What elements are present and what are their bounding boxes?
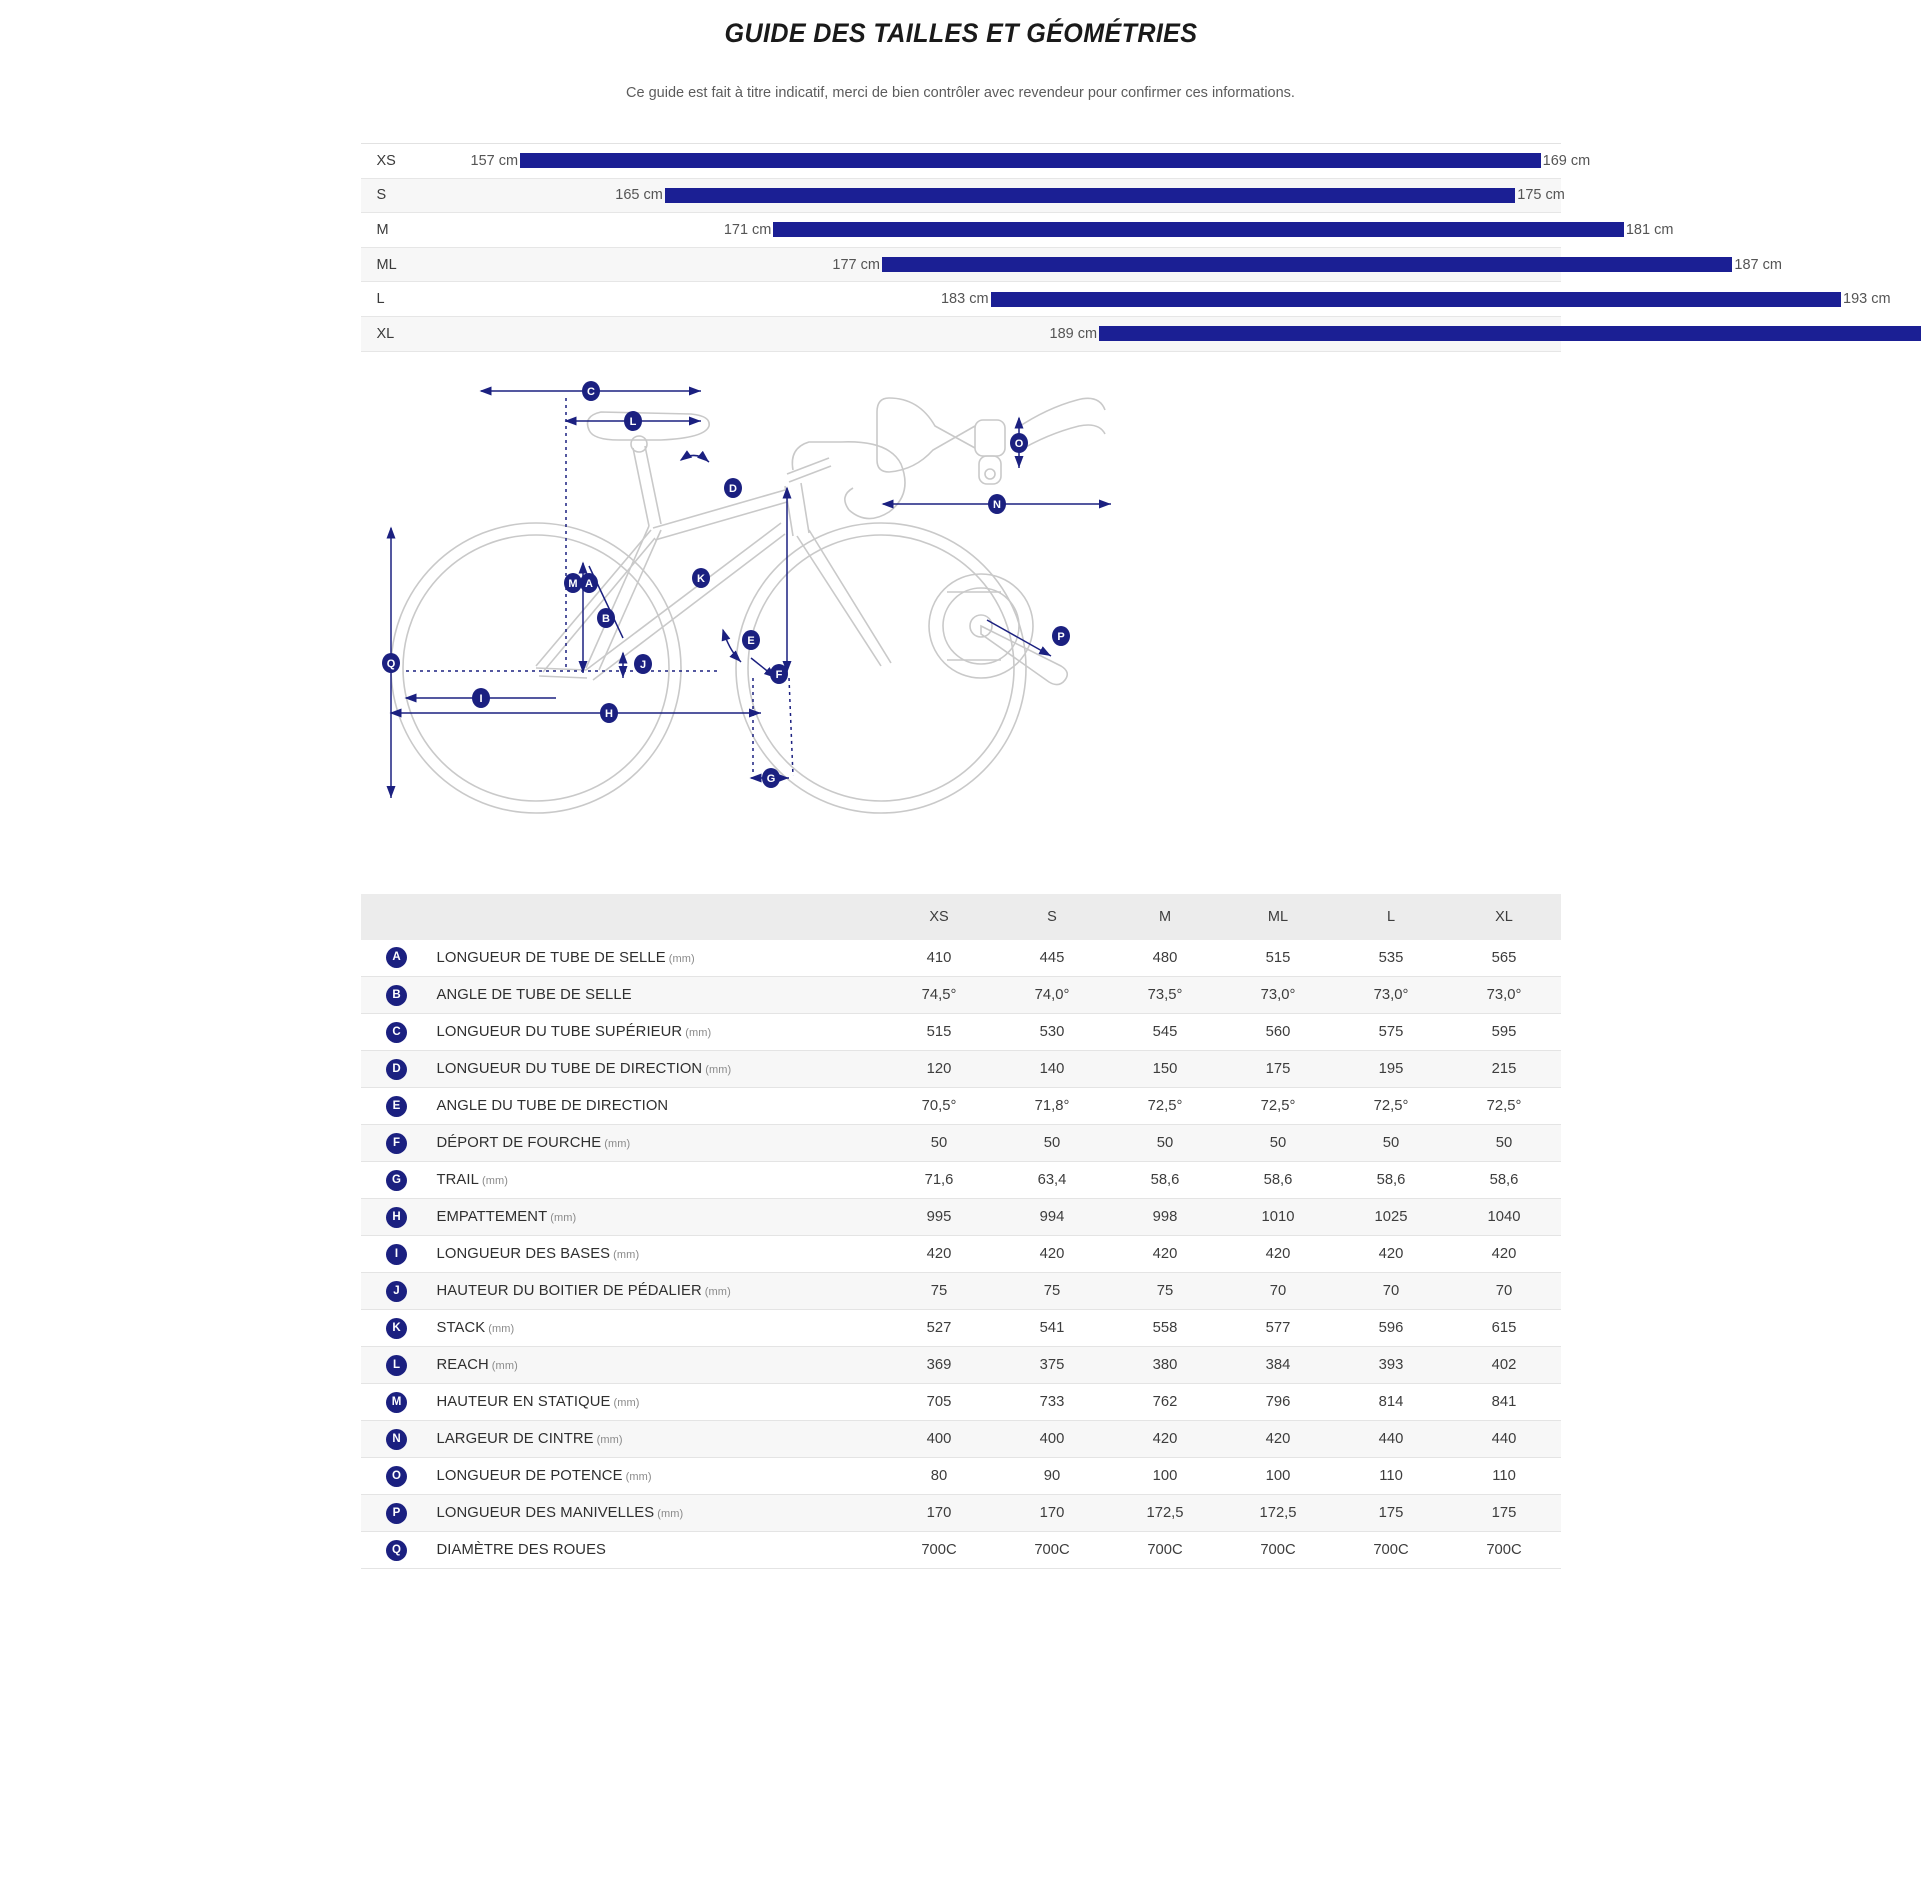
row-label: REACH (mm) <box>436 1357 518 1374</box>
geometry-diagram <box>361 378 1561 878</box>
table-row <box>361 977 1561 1014</box>
row-value-xl: 1040 <box>1487 1209 1521 1226</box>
row-value-ml: 50 <box>1269 1135 1287 1152</box>
table-header-name-col <box>433 894 883 940</box>
row-value-s: 994 <box>1039 1209 1065 1226</box>
table-row <box>361 1347 1561 1384</box>
row-value-m: 700C <box>1147 1542 1183 1559</box>
size-range-bar <box>1099 326 1921 341</box>
size-min-value: 165 cm <box>615 187 663 204</box>
row-value-s: 733 <box>1039 1394 1065 1411</box>
row-badge-o: O <box>386 1466 407 1487</box>
row-unit: (mm) <box>491 1360 518 1373</box>
row-value-s: 375 <box>1039 1357 1065 1374</box>
row-value-xl: 50 <box>1495 1135 1513 1152</box>
size-range-bar <box>520 153 1541 168</box>
row-value-xs: 515 <box>926 1024 952 1041</box>
row-value-s: 74,0° <box>1034 987 1070 1004</box>
row-value-xs: 120 <box>926 1061 952 1078</box>
measure-lines <box>391 391 793 798</box>
row-value-xl: 595 <box>1491 1024 1517 1041</box>
row-value-xl: 175 <box>1491 1505 1517 1522</box>
size-row <box>361 213 1674 248</box>
row-label: LONGUEUR DU TUBE SUPÉRIEUR (mm) <box>436 1024 712 1041</box>
size-max-value: 175 cm <box>1517 187 1565 204</box>
row-badge-h: H <box>386 1207 407 1228</box>
row-value-xs: 410 <box>926 949 952 966</box>
row-label: LONGUEUR DE TUBE DE SELLE (mm) <box>436 949 695 966</box>
row-value-l: 175 <box>1378 1505 1404 1522</box>
diagram-badge-label-d: D <box>728 482 737 495</box>
row-value-xs: 705 <box>926 1394 952 1411</box>
table-header-row <box>361 894 1561 940</box>
diagram-badge-label-a: A <box>584 577 593 590</box>
row-value-xl: 70 <box>1495 1283 1513 1300</box>
row-value-ml: 700C <box>1260 1542 1296 1559</box>
row-value-xs: 700C <box>921 1542 957 1559</box>
row-value-s: 90 <box>1043 1468 1061 1485</box>
row-unit: (mm) <box>625 1471 652 1484</box>
row-badge-cell <box>361 1421 433 1458</box>
row-badge-cell <box>361 1199 433 1236</box>
row-badge-i: I <box>386 1244 407 1265</box>
size-range-bar <box>991 292 1841 307</box>
row-unit: (mm) <box>705 1064 732 1077</box>
geometry-table-head <box>361 894 1561 940</box>
row-value-ml: 420 <box>1265 1246 1291 1263</box>
row-value-l: 596 <box>1378 1320 1404 1337</box>
row-value-m: 72,5° <box>1147 1098 1183 1115</box>
row-label: LARGEUR DE CINTRE (mm) <box>436 1431 623 1448</box>
row-value-ml: 73,0° <box>1260 987 1296 1004</box>
row-value-xs: 995 <box>926 1209 952 1226</box>
row-value-ml: 560 <box>1265 1024 1291 1041</box>
diagram-badge-label-b: B <box>601 612 610 625</box>
row-value-s: 71,8° <box>1034 1098 1070 1115</box>
row-badge-a: A <box>386 947 407 968</box>
row-label: EMPATTEMENT (mm) <box>436 1209 577 1226</box>
row-value-s: 75 <box>1043 1283 1061 1300</box>
row-badge-e: E <box>386 1096 407 1117</box>
size-range-bar <box>773 222 1623 237</box>
row-badge-j: J <box>386 1281 407 1302</box>
row-label: HAUTEUR DU BOITIER DE PÉDALIER (mm) <box>436 1283 731 1300</box>
row-value-ml: 1010 <box>1261 1209 1295 1226</box>
row-badge-cell <box>361 1458 433 1495</box>
row-label: LONGUEUR DES MANIVELLES (mm) <box>436 1505 684 1522</box>
geometry-table <box>361 894 1561 1570</box>
size-row <box>361 144 1591 179</box>
row-value-ml: 58,6 <box>1263 1172 1293 1189</box>
row-badge-f: F <box>386 1133 407 1154</box>
table-header-size-s: S <box>996 894 1109 940</box>
row-label: LONGUEUR DES BASES (mm) <box>436 1246 640 1263</box>
row-value-l: 575 <box>1378 1024 1404 1041</box>
size-max-value: 187 cm <box>1734 256 1782 273</box>
row-value-xl: 402 <box>1491 1357 1517 1374</box>
size-bar-track <box>471 282 1891 316</box>
row-unit: (mm) <box>550 1212 577 1225</box>
diagram-badge-label-k: K <box>696 572 705 585</box>
row-unit: (mm) <box>657 1508 684 1521</box>
row-value-xl: 72,5° <box>1486 1098 1522 1115</box>
diagram-badge-label-f: F <box>775 668 782 681</box>
diagram-badge-label-o: O <box>1014 437 1023 450</box>
diagram-badge-label-j: J <box>639 658 646 671</box>
row-value-s: 170 <box>1039 1505 1065 1522</box>
size-min-value: 177 cm <box>832 256 880 273</box>
row-value-xs: 420 <box>926 1246 952 1263</box>
bike-diagram-svg <box>361 378 1561 878</box>
row-value-ml: 72,5° <box>1260 1098 1296 1115</box>
row-badge-l: L <box>386 1355 407 1376</box>
row-value-xs: 527 <box>926 1320 952 1337</box>
row-label: TRAIL (mm) <box>436 1172 508 1189</box>
row-value-xs: 400 <box>926 1431 952 1448</box>
row-badge-cell <box>361 1125 433 1162</box>
row-value-m: 545 <box>1152 1024 1178 1041</box>
size-row <box>361 317 1561 352</box>
diagram-badge-label-h: H <box>604 707 613 720</box>
row-value-l: 700C <box>1373 1542 1409 1559</box>
size-label: L <box>376 291 385 308</box>
row-value-ml: 796 <box>1265 1394 1291 1411</box>
row-value-l: 420 <box>1378 1246 1404 1263</box>
row-value-m: 558 <box>1152 1320 1178 1337</box>
size-label: XL <box>376 325 395 342</box>
row-value-s: 530 <box>1039 1024 1065 1041</box>
diagram-badge-label-i: I <box>478 692 483 705</box>
row-value-xs: 75 <box>930 1283 948 1300</box>
row-value-m: 380 <box>1152 1357 1178 1374</box>
size-min-value: 157 cm <box>470 152 519 169</box>
table-row <box>361 940 1561 977</box>
row-value-xs: 50 <box>930 1135 948 1152</box>
row-value-s: 400 <box>1039 1431 1065 1448</box>
size-geometry-guide-page <box>236 0 1891 1897</box>
size-label: ML <box>376 256 397 273</box>
row-badge-cell <box>361 940 433 977</box>
row-badge-cell <box>361 1236 433 1273</box>
diagram-badge-label-e: E <box>746 634 755 647</box>
row-value-ml: 384 <box>1265 1357 1291 1374</box>
table-row <box>361 1236 1561 1273</box>
table-row <box>361 1088 1561 1125</box>
row-label: ANGLE DE TUBE DE SELLE <box>436 987 632 1004</box>
row-value-m: 100 <box>1152 1468 1178 1485</box>
size-label: XS <box>376 152 396 169</box>
row-value-ml: 100 <box>1265 1468 1291 1485</box>
row-value-xs: 170 <box>926 1505 952 1522</box>
page-subtitle: Ce guide est fait à titre indicatif, merci de bien contrôler avec revendeur pour confirmer ces informations. <box>626 85 1295 101</box>
crankset-inset <box>929 574 1067 685</box>
row-value-l: 535 <box>1378 949 1404 966</box>
row-value-m: 58,6 <box>1150 1172 1180 1189</box>
size-bar-track <box>470 144 1591 178</box>
row-value-l: 58,6 <box>1376 1172 1406 1189</box>
row-label: STACK (mm) <box>436 1320 515 1337</box>
row-value-xl: 841 <box>1491 1394 1517 1411</box>
size-range-bar <box>665 188 1515 203</box>
row-value-xl: 58,6 <box>1489 1172 1519 1189</box>
row-value-s: 63,4 <box>1037 1172 1067 1189</box>
row-badge-cell <box>361 977 433 1014</box>
row-value-xs: 71,6 <box>924 1172 954 1189</box>
row-badge-cell <box>361 1051 433 1088</box>
table-row <box>361 1051 1561 1088</box>
table-row <box>361 1421 1561 1458</box>
diagram-badges <box>382 381 1070 788</box>
row-value-l: 50 <box>1382 1135 1400 1152</box>
handlebar-inset <box>877 398 1105 484</box>
row-value-m: 172,5 <box>1146 1505 1184 1522</box>
table-header-size-l: L <box>1335 894 1448 940</box>
row-label: LONGUEUR DE POTENCE (mm) <box>436 1468 652 1485</box>
row-badge-cell <box>361 1310 433 1347</box>
size-label: S <box>376 187 387 204</box>
row-badge-cell <box>361 1273 433 1310</box>
size-min-value: 183 cm <box>940 291 989 308</box>
row-badge-cell <box>361 1532 433 1569</box>
row-label: DÉPORT DE FOURCHE (mm) <box>436 1135 631 1152</box>
row-value-xl: 440 <box>1491 1431 1517 1448</box>
row-unit: (mm) <box>685 1027 712 1040</box>
size-row <box>361 248 1782 283</box>
table-row <box>361 1310 1561 1347</box>
row-value-s: 445 <box>1039 949 1065 966</box>
size-range-bar <box>882 257 1732 272</box>
table-header-size-xl: XL <box>1448 894 1561 940</box>
table-row <box>361 1199 1561 1236</box>
row-value-l: 110 <box>1379 1468 1403 1485</box>
row-value-ml: 175 <box>1265 1061 1291 1078</box>
size-bar-track <box>471 317 1561 351</box>
table-row <box>361 1495 1561 1532</box>
row-badge-cell <box>361 1495 433 1532</box>
table-row <box>361 1162 1561 1199</box>
row-badge-n: N <box>386 1429 407 1450</box>
geometry-table-body <box>361 940 1561 1569</box>
size-max-value: 193 cm <box>1843 291 1891 308</box>
row-value-m: 75 <box>1156 1283 1174 1300</box>
row-value-ml: 515 <box>1265 949 1291 966</box>
size-bar-track <box>471 248 1782 282</box>
row-unit: (mm) <box>481 1175 508 1188</box>
row-value-l: 72,5° <box>1373 1098 1409 1115</box>
table-row <box>361 1384 1561 1421</box>
row-badge-cell <box>361 1014 433 1051</box>
row-value-xl: 73,0° <box>1486 987 1522 1004</box>
row-value-s: 140 <box>1039 1061 1065 1078</box>
row-unit: (mm) <box>604 1138 631 1151</box>
size-row <box>361 282 1891 317</box>
row-value-xl: 215 <box>1491 1061 1517 1078</box>
row-value-ml: 70 <box>1269 1283 1287 1300</box>
row-value-xs: 80 <box>930 1468 948 1485</box>
row-badge-cell <box>361 1162 433 1199</box>
size-bar-track <box>471 213 1674 247</box>
table-header-size-m: M <box>1109 894 1222 940</box>
row-badge-cell <box>361 1088 433 1125</box>
handlebar-measures <box>883 418 1111 504</box>
diagram-badge-label-n: N <box>992 498 1001 511</box>
row-value-m: 50 <box>1156 1135 1174 1152</box>
row-label: HAUTEUR EN STATIQUE (mm) <box>436 1394 640 1411</box>
diagram-badge-label-p: P <box>1056 630 1065 643</box>
row-badge-g: G <box>386 1170 407 1191</box>
table-row <box>361 1014 1561 1051</box>
row-value-s: 50 <box>1043 1135 1061 1152</box>
row-value-xl: 110 <box>1492 1468 1516 1485</box>
size-min-value: 171 cm <box>723 221 772 238</box>
size-max-value: 181 cm <box>1625 221 1674 238</box>
row-unit: (mm) <box>668 952 695 965</box>
page-title: GUIDE DES TAILLES ET GÉOMÉTRIES <box>724 18 1197 48</box>
row-value-m: 150 <box>1152 1061 1178 1078</box>
row-value-m: 73,5° <box>1147 987 1183 1004</box>
row-badge-m: M <box>386 1392 407 1413</box>
diagram-badge-label-c: C <box>586 385 595 398</box>
diagram-badge-label-q: Q <box>386 657 395 670</box>
row-unit: (mm) <box>704 1286 731 1299</box>
row-value-xl: 420 <box>1491 1246 1517 1263</box>
row-value-ml: 577 <box>1265 1320 1291 1337</box>
row-unit: (mm) <box>596 1434 623 1447</box>
row-badge-k: K <box>386 1318 407 1339</box>
table-header-badge-col <box>361 894 433 940</box>
size-row <box>361 179 1565 214</box>
row-value-xs: 74,5° <box>921 987 957 1004</box>
row-badge-cell <box>361 1347 433 1384</box>
row-value-xl: 565 <box>1491 949 1517 966</box>
table-header-size-xs: XS <box>883 894 996 940</box>
row-value-l: 73,0° <box>1373 987 1409 1004</box>
row-value-s: 541 <box>1039 1320 1065 1337</box>
size-bar-track <box>471 179 1565 213</box>
size-max-value: 169 cm <box>1542 152 1591 169</box>
row-value-s: 700C <box>1034 1542 1070 1559</box>
row-badge-c: C <box>386 1022 407 1043</box>
row-badge-p: P <box>386 1503 407 1524</box>
diagram-badge-label-g: G <box>766 772 775 785</box>
row-value-l: 1025 <box>1374 1209 1408 1226</box>
row-value-m: 998 <box>1152 1209 1178 1226</box>
table-row <box>361 1532 1561 1569</box>
row-badge-q: Q <box>386 1540 407 1561</box>
row-value-l: 440 <box>1378 1431 1404 1448</box>
row-value-l: 814 <box>1378 1394 1404 1411</box>
row-value-m: 420 <box>1152 1431 1178 1448</box>
row-value-s: 420 <box>1039 1246 1065 1263</box>
row-label: ANGLE DU TUBE DE DIRECTION <box>436 1098 669 1115</box>
row-unit: (mm) <box>488 1323 515 1336</box>
table-row <box>361 1273 1561 1310</box>
row-badge-d: D <box>386 1059 407 1080</box>
row-value-xl: 615 <box>1491 1320 1517 1337</box>
table-row <box>361 1125 1561 1162</box>
row-value-xs: 70,5° <box>921 1098 957 1115</box>
row-value-l: 393 <box>1378 1357 1404 1374</box>
row-badge-b: B <box>386 985 407 1006</box>
diagram-badge-label-m: M <box>567 577 578 590</box>
row-badge-cell <box>361 1384 433 1421</box>
row-value-m: 480 <box>1152 949 1178 966</box>
row-value-l: 195 <box>1378 1061 1404 1078</box>
size-label: M <box>376 221 389 238</box>
row-value-m: 420 <box>1152 1246 1178 1263</box>
diagram-badge-label-l: L <box>629 415 636 428</box>
row-unit: (mm) <box>613 1249 640 1262</box>
size-min-value: 189 cm <box>1049 325 1098 342</box>
row-label: LONGUEUR DU TUBE DE DIRECTION (mm) <box>436 1061 732 1078</box>
size-chart <box>361 143 1891 352</box>
row-value-xl: 700C <box>1486 1542 1522 1559</box>
row-value-ml: 420 <box>1265 1431 1291 1448</box>
row-value-l: 70 <box>1382 1283 1400 1300</box>
row-value-ml: 172,5 <box>1259 1505 1297 1522</box>
row-unit: (mm) <box>613 1397 640 1410</box>
table-row <box>361 1458 1561 1495</box>
table-header-size-ml: ML <box>1222 894 1335 940</box>
row-value-m: 762 <box>1152 1394 1178 1411</box>
row-label: DIAMÈTRE DES ROUES <box>436 1542 607 1559</box>
row-value-xs: 369 <box>926 1357 952 1374</box>
